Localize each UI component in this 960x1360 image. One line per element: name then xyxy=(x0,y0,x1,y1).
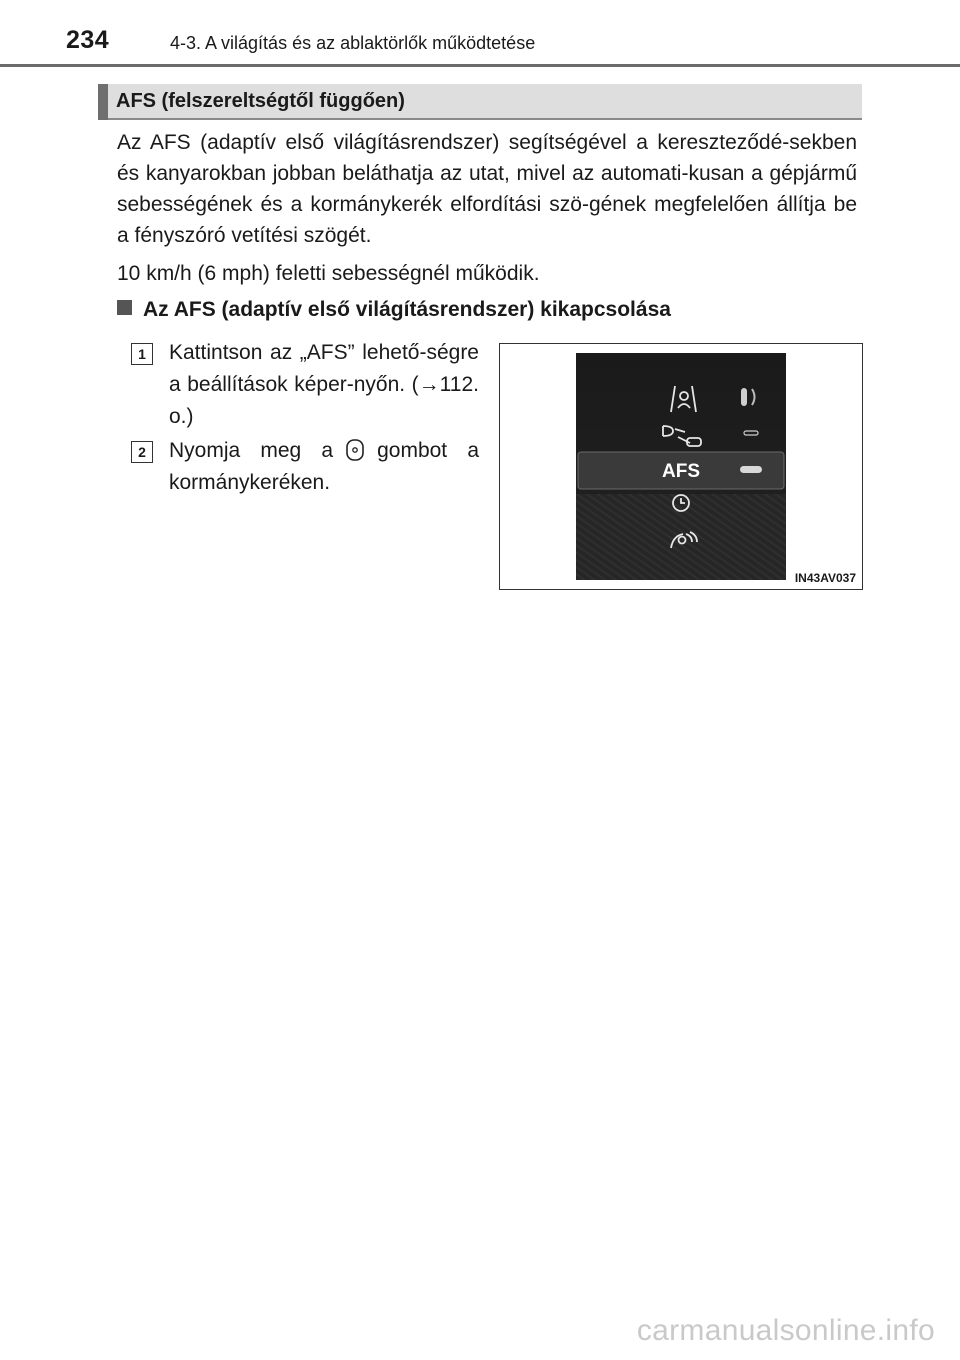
pill-filled-indicator xyxy=(740,466,762,473)
chapter-title: 4-3. A világítás és az ablaktörlők működtetése xyxy=(170,33,536,53)
figure-afs-menu xyxy=(499,343,863,590)
step-1-page-ref: 112. o.) xyxy=(169,373,479,428)
header-rule xyxy=(0,64,960,67)
step-2-text-end: gombot a kormánykeréken. xyxy=(169,439,480,494)
step-text-2 xyxy=(169,435,479,499)
speed-note: 10 km/h (6 mph) feletti sebességnél működik. xyxy=(117,262,540,285)
step-number-1: 1 xyxy=(131,343,153,365)
step-1-text: Kattintson az „AFS” lehető-ségre a beállítások képer-nyőn. ( xyxy=(169,341,479,396)
subheading xyxy=(117,298,671,322)
afs-menu-label: AFS xyxy=(662,461,700,482)
watermark: carmanualsonline.info xyxy=(636,1314,935,1347)
square-bullet-icon xyxy=(117,300,132,315)
step-2-text-start: Nyomja meg a xyxy=(169,439,334,462)
arrow-right-icon: → xyxy=(418,373,440,396)
subheading-text: Az AFS (adaptív első világításrendszer) kikapcsolása xyxy=(143,298,671,321)
page-number: 234 xyxy=(66,26,110,54)
figure-code: IN43AV037 xyxy=(794,571,856,585)
step-text-1 xyxy=(169,337,479,433)
menu-item-afs xyxy=(578,452,784,489)
step-number-2: 2 xyxy=(131,441,153,463)
page-header xyxy=(0,0,960,70)
intro-paragraph: Az AFS (adaptív első világításrendszer) segítségével a kereszteződé-sekben és kanyarokban jobban beláthatja az utat, mivel az automati-kusan a gépjármű sebességének és a kormánykerék elfordítási szö-gének megfelelően állítja be a fényszóró vetítési szögét. xyxy=(117,131,857,247)
steering-wheel-ok-button-icon xyxy=(343,438,367,462)
section-title: AFS (felszereltségtől függően) xyxy=(116,90,405,112)
section-heading-bar xyxy=(98,84,862,120)
section-bar-accent xyxy=(98,84,108,120)
afs-menu-screen xyxy=(500,344,862,589)
